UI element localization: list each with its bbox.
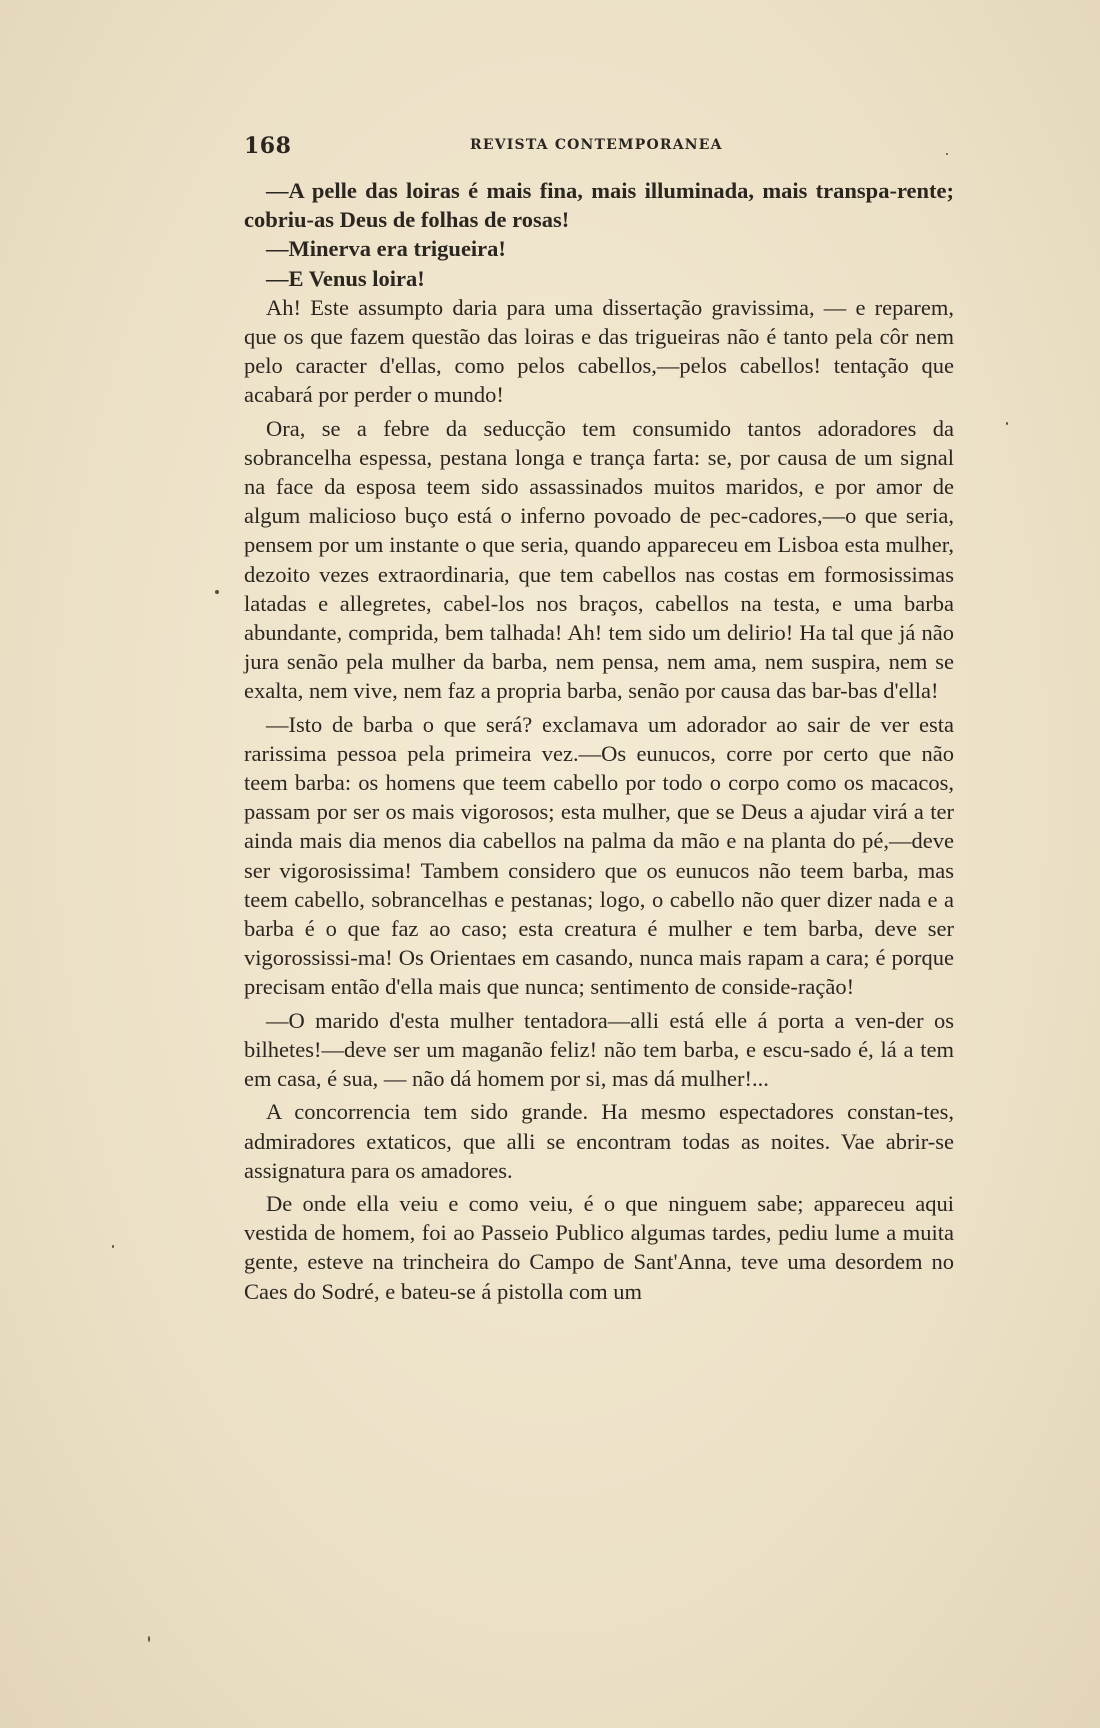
page-header: [244, 133, 960, 157]
paragraph: Ora, se a febre da seducção tem consumido tantos adoradores da sobrancelha espessa, pestana longa e trança farta: se, por causa de um signal na face da esposa teem sido assassinados muitos maridos, e por amor de algum malicioso buço está o inferno povoado de pec-cadores,—o que seria, pensem por um instante o que seria, quando appareceu em Lisboa esta mulher, dezoito vezes extraordinaria, que tem cabellos nas costas em formosissimas latadas e allegretes, cabel-los nos braços, cabellos na testa, e uma barba abundante, comprida, bem talhada! Ah! tem sido um delirio! Ha tal que já não jura senão pela mulher da barba, nem pensa, nem ama, nem suspira, nem se exalta, nem vive, nem faz a propria barba, senão por causa das bar-bas d'ella!: [244, 415, 954, 704]
paragraph: —Isto de barba o que será? exclamava um adorador ao sair de ver esta rarissima pessoa pela primeira vez.—Os eunucos, corre por certo que não teem barba: os homens que teem cabello por todo o corpo como os macacos, passam por ser os mais vigorosos; esta mulher, que se Deus a ajudar virá a ter ainda mais dia menos dia cabellos na palma da mão e na planta do pé,—deve ser vigorosissima! Tambem considero que os eunucos não teem barba, mas teem cabello, sobrancelhas e pestanas; logo, o cabello não quer dizer nada e a barba é o que faz ao caso; esta creatura é mulher e tem barba, deve ser vigorossissi-ma! Os Orientaes em casando, nunca mais rapam a cara; é porque precisam então d'ella mais que nunca; sentimento de conside-ração!: [244, 711, 954, 1000]
paragraph: De onde ella veiu e como veiu, é o que ninguem sabe; appareceu aqui vestida de homem, foi ao Passeio Publico algumas tardes, pediu lume a muita gente, esteve na trincheira do Campo de Sant'Anna, teve uma desordem no Caes do Sodré, e bateu-se á pistolla com um: [244, 1190, 954, 1304]
paragraph: Ah! Este assumpto daria para uma dissertação gravissima, — e reparem, que os que fazem questão das loiras e das trigueiras não é tanto pela côr nem pelo caracter d'ellas, como pelos cabellos,—pelos cabellos! tentação que acabará por perder o mundo!: [244, 294, 954, 408]
paragraph: A concorrencia tem sido grande. Ha mesmo espectadores constan-tes, admiradores extaticos, que alli se encontram todas as noites. Vae abrir-se assignatura para os amadores.: [244, 1099, 954, 1183]
paper-speck: [112, 1245, 114, 1248]
paragraph: —A pelle das loiras é mais fina, mais illuminada, mais transpa-rente; cobriu-as Deus de folhas de rosas!: [244, 178, 954, 233]
paper-speck: [215, 590, 219, 594]
paragraph: —E Venus loira!: [266, 265, 425, 291]
article-body: [244, 176, 954, 1306]
paper-speck: [148, 1636, 150, 1642]
running-title: REVISTA CONTEMPORANEA: [470, 137, 723, 153]
paper-speck: [946, 153, 948, 155]
paragraph: —O marido d'esta mulher tentadora—alli está elle á porta a ven-der os bilhetes!—deve ser um maganão feliz! não tem barba, e escu-sado é, lá a tem em casa, é sua, — não dá homem por si, mas dá mulher!...: [244, 1007, 954, 1092]
paper-speck: [1006, 422, 1008, 425]
paragraph: —Minerva era trigueira!: [266, 236, 506, 262]
page-number: 168: [244, 133, 292, 159]
